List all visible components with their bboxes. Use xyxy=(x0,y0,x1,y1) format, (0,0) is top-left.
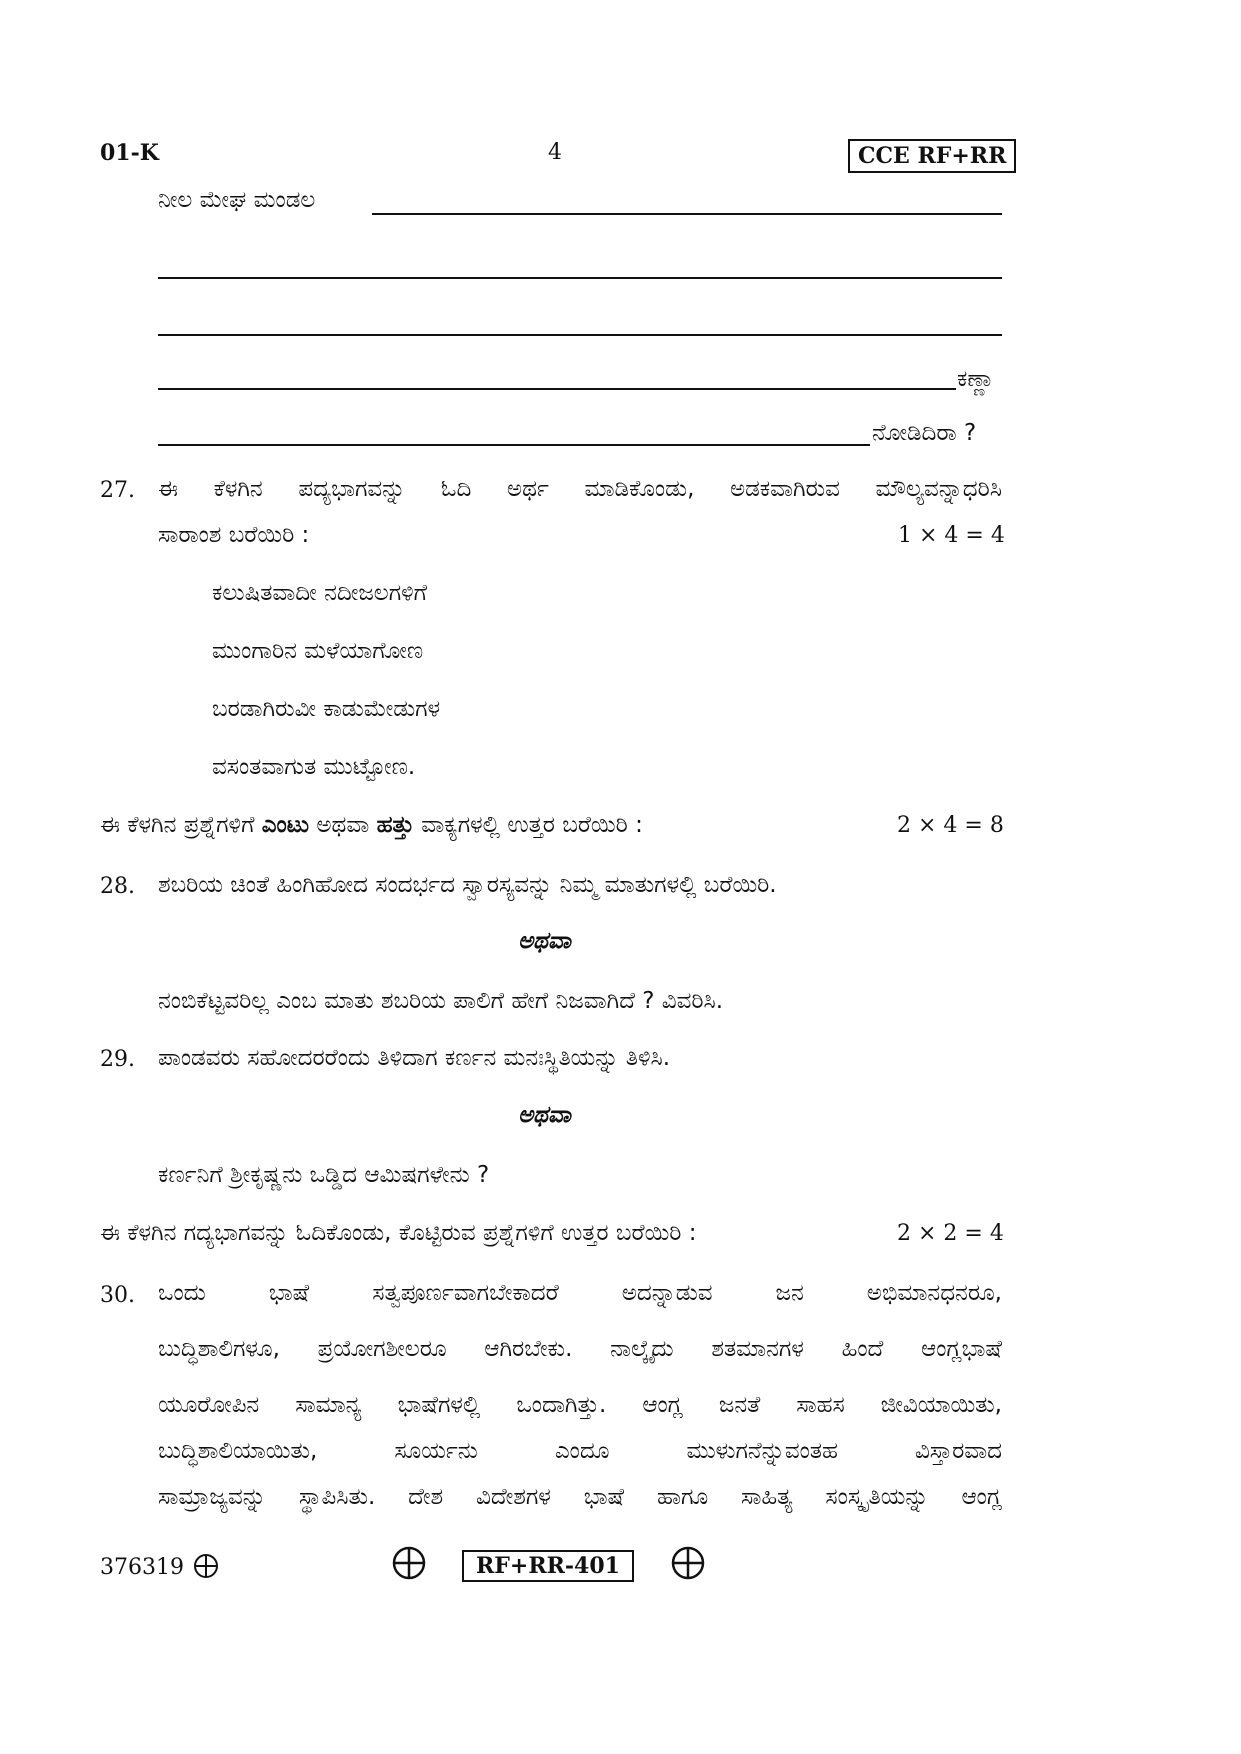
poem-line: ಬರಡಾಗಿರುವೀ ಕಾಡುಮೇಡುಗಳ xyxy=(212,696,441,722)
passage-line: ಸಾಮ್ರಾಜ್ಯವನ್ನು ಸ್ಥಾಪಿಸಿತು. ದೇಶ ವಿದೇಶಗಳ ಭಾಷೆ ಹಾಗೂ ಸಾಹಿತ್ಯ ಸಂಸ್ಕೃತಿಯನ್ನು ಆಂಗ್ಲ xyxy=(158,1484,1002,1510)
series-box: CCE RF+RR xyxy=(848,139,1016,173)
answer-line xyxy=(372,213,1002,215)
or-separator: ಅಥವಾ xyxy=(518,928,571,954)
line-tail-text: ನೋಡಿದಿರಾ ? xyxy=(872,420,977,446)
question-text: ನಂಬಿಕೆಟ್ಟವರಿಲ್ಲ ಎಂಬ ಮಾತು ಶಬರಿಯ ಪಾಲಿಗೆ ಹೇಗೆ ನಿಜವಾಗಿದೆ ? ವಿವರಿಸಿ. xyxy=(158,988,724,1014)
question-text: ಪಾಂಡವರು ಸಹೋದರರೆಂದು ತಿಳಿದಾಗ ಕರ್ಣನ ಮನಃಸ್ಥಿತಿಯನ್ನು ತಿಳಿಸಿ. xyxy=(158,1045,671,1071)
poem-line: ಕಲುಷಿತವಾದೀ ನದೀಜಲಗಳಿಗೆ xyxy=(212,580,428,606)
question-text: ಈ ಕೆಳಗಿನ ಪದ್ಯಭಾಗವನ್ನು ಓದಿ ಅರ್ಥ ಮಾಡಿಕೊಂಡು, ಅಡಕವಾಗಿರುವ ಮೌಲ್ಯವನ್ನಾಧರಿಸಿ xyxy=(158,476,1002,502)
registration-mark-icon xyxy=(671,1546,705,1580)
question-text: ಸಾರಾಂಶ ಬರೆಯಿರಿ : xyxy=(158,522,310,548)
continuation-label: ನೀಲ ಮೇಘ ಮಂಡಲ xyxy=(158,187,316,213)
marks: 2 × 2 = 4 xyxy=(897,1221,1004,1246)
passage-line: ಒಂದು ಭಾಷೆ ಸತ್ವಪೂರ್ಣವಾಗಬೇಕಾದರೆ ಅದನ್ನಾಡುವ ಜನ ಅಭಿಮಾನಧನರೂ, xyxy=(158,1280,1002,1306)
poem-line: ಮುಂಗಾರಿನ ಮಳೆಯಾಗೋಣ xyxy=(212,638,424,664)
question-number: 28. xyxy=(100,874,135,899)
paper-code: 01-K xyxy=(100,140,159,166)
question-number: 30. xyxy=(100,1283,135,1308)
registration-mark-icon xyxy=(392,1546,426,1580)
question-text: ಕರ್ಣನಿಗೆ ಶ್ರೀಕೃಷ್ಣನು ಒಡ್ಡಿದ ಆಮಿಷಗಳೇನು ? xyxy=(158,1162,490,1188)
answer-line xyxy=(158,334,1002,336)
marks: 2 × 4 = 8 xyxy=(897,813,1004,838)
question-number: 29. xyxy=(100,1047,135,1072)
passage-line: ಬುದ್ಧಿಶಾಲಿಯಾಯಿತು, ಸೂರ್ಯನು ಎಂದೂ ಮುಳುಗನೆನ್ನುವಂತಹ ವಿಸ್ತಾರವಾದ xyxy=(158,1438,1002,1464)
answer-line xyxy=(158,277,1002,279)
page-number: 4 xyxy=(548,140,562,165)
section-instruction: ಈ ಕೆಳಗಿನ ಗದ್ಯಭಾಗವನ್ನು ಓದಿಕೊಂಡು, ಕೊಟ್ಟಿರುವ ಪ್ರಶ್ನೆಗಳಿಗೆ ಉತ್ತರ ಬರೆಯಿರಿ : xyxy=(100,1220,697,1246)
section-instruction: ಈ ಕೆಳಗಿನ ಪ್ರಶ್ನೆಗಳಿಗೆ ಎಂಟು ಅಥವಾ ಹತ್ತು ವಾಕ್ಯಗಳಲ್ಲಿ ಉತ್ತರ ಬರೆಯಿರಿ : xyxy=(100,812,643,838)
poem-line: ವಸಂತವಾಗುತ ಮುಟ್ಟೋಣ. xyxy=(212,754,416,780)
marks: 1 × 4 = 4 xyxy=(898,523,1005,548)
footer-code-box: RF+RR-401 xyxy=(462,1550,634,1582)
or-separator: ಅಥವಾ xyxy=(518,1102,571,1128)
answer-line xyxy=(158,444,870,446)
line-tail-text: ಕಣ್ಣಾ xyxy=(957,366,995,392)
passage-line: ಬುದ್ಧಿಶಾಲಿಗಳೂ, ಪ್ರಯೋಗಶೀಲರೂ ಆಗಿರಬೇಕು. ನಾಲ್ಕೈದು ಶತಮಾನಗಳ ಹಿಂದೆ ಆಂಗ್ಲಭಾಷೆ xyxy=(158,1336,1002,1362)
serial-number: 376319 xyxy=(100,1555,184,1580)
answer-line xyxy=(158,388,956,390)
registration-mark-icon xyxy=(193,1553,219,1579)
question-number: 27. xyxy=(100,478,135,503)
question-text: ಶಬರಿಯ ಚಿಂತೆ ಹಿಂಗಿಹೋದ ಸಂದರ್ಭದ ಸ್ವಾರಸ್ಯವನ್ನು ನಿಮ್ಮ ಮಾತುಗಳಲ್ಲಿ ಬರೆಯಿರಿ. xyxy=(158,872,777,898)
passage-line: ಯೂರೋಪಿನ ಸಾಮಾನ್ಯ ಭಾಷೆಗಳಲ್ಲಿ ಒಂದಾಗಿತ್ತು. ಆಂಗ್ಲ ಜನತೆ ಸಾಹಸ ಜೀವಿಯಾಯಿತು, xyxy=(158,1392,1002,1418)
